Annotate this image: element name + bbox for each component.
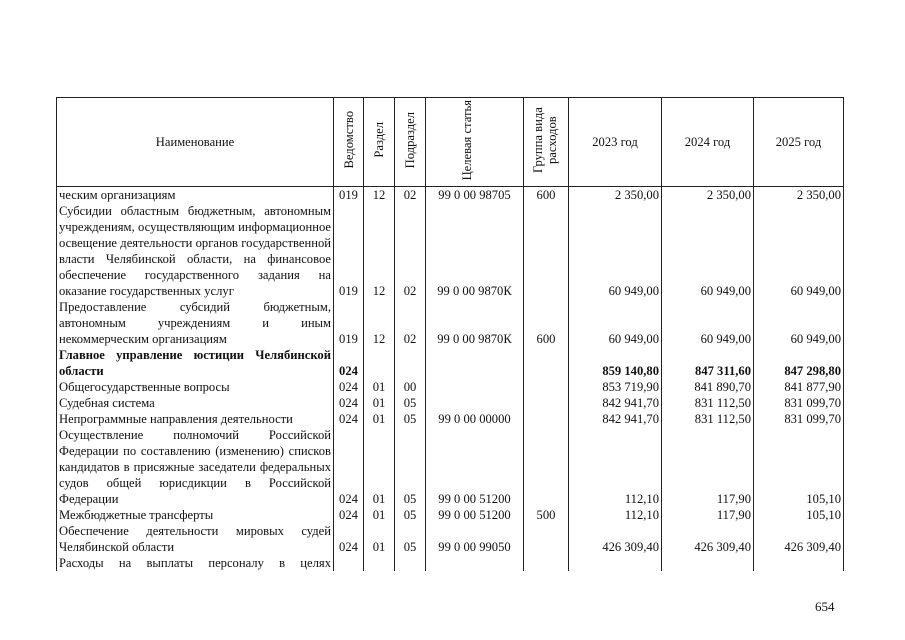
cell-sub — [395, 347, 426, 379]
cell-v2023: 426 309,40 — [569, 523, 662, 555]
cell-v2024: 847 311,60 — [662, 347, 754, 379]
cell-name: ческим организациям — [57, 187, 334, 204]
cell-sec — [364, 347, 395, 379]
page-number: 654 — [815, 599, 835, 614]
cell-v2023: 2 350,00 — [569, 187, 662, 204]
table-row — [57, 299, 844, 347]
cell-grp — [524, 411, 569, 427]
cell-target: 99 0 00 51200 — [426, 427, 524, 507]
cell-v2023: 112,10 — [569, 427, 662, 507]
cell-v2023: 60 949,00 — [569, 203, 662, 299]
cell-v2025: 105,10 — [754, 507, 844, 523]
cell-sec: 01 — [364, 523, 395, 555]
cell-name: Расходы на выплаты персоналу в целях — [57, 555, 334, 571]
cell-sub — [395, 555, 426, 571]
header-name: Наименование — [57, 98, 334, 187]
cell-grp: 500 — [524, 507, 569, 523]
cell-name: Межбюджетные трансферты — [57, 507, 334, 523]
table-header-row — [57, 98, 844, 187]
cell-dept: 019 — [334, 203, 364, 299]
cell-v2023: 853 719,90 — [569, 379, 662, 395]
cell-v2023: 859 140,80 — [569, 347, 662, 379]
cell-v2025 — [754, 555, 844, 571]
table-row — [57, 347, 844, 379]
cell-sec: 01 — [364, 427, 395, 507]
cell-v2024: 2 350,00 — [662, 187, 754, 204]
header-2023: 2023 год — [569, 98, 662, 187]
cell-v2025: 847 298,80 — [754, 347, 844, 379]
cell-sub: 05 — [395, 427, 426, 507]
table-row — [57, 411, 844, 427]
cell-v2024: 60 949,00 — [662, 203, 754, 299]
cell-target: 99 0 00 9870К — [426, 299, 524, 347]
cell-v2024: 831 112,50 — [662, 411, 754, 427]
budget-table — [56, 97, 844, 571]
cell-target: 99 0 00 51200 — [426, 507, 524, 523]
cell-target: 99 0 00 00000 — [426, 411, 524, 427]
cell-name: Главное управление юстиции Челябинской области — [57, 347, 334, 379]
table-row — [57, 523, 844, 555]
cell-sec — [364, 555, 395, 571]
cell-dept: 024 — [334, 379, 364, 395]
cell-v2025: 105,10 — [754, 427, 844, 507]
cell-grp — [524, 523, 569, 555]
cell-name: Судебная система — [57, 395, 334, 411]
table-row — [57, 187, 844, 204]
cell-v2023: 60 949,00 — [569, 299, 662, 347]
cell-v2025: 831 099,70 — [754, 411, 844, 427]
cell-v2025: 426 309,40 — [754, 523, 844, 555]
cell-grp — [524, 427, 569, 507]
cell-name: Непрограммные направления деятельности — [57, 411, 334, 427]
cell-target — [426, 555, 524, 571]
header-subsection: Подраздел — [395, 98, 426, 187]
cell-grp: 600 — [524, 187, 569, 204]
cell-target: 99 0 00 99050 — [426, 523, 524, 555]
cell-name: Общегосударственные вопросы — [57, 379, 334, 395]
cell-name: Субсидии областным бюджетным, автономным учреждениям, осуществляющим информационное освещение деятельности органов государственной власти Челябинской области, на финансовое обеспечение государственного задания на оказание государственных услуг — [57, 203, 334, 299]
cell-v2024: 831 112,50 — [662, 395, 754, 411]
cell-v2024: 117,90 — [662, 507, 754, 523]
cell-dept: 024 — [334, 427, 364, 507]
cell-grp — [524, 555, 569, 571]
cell-v2025: 60 949,00 — [754, 203, 844, 299]
cell-v2024 — [662, 555, 754, 571]
cell-v2024: 841 890,70 — [662, 379, 754, 395]
table-row — [57, 427, 844, 507]
cell-dept: 019 — [334, 299, 364, 347]
table-body — [57, 187, 844, 572]
cell-target — [426, 379, 524, 395]
cell-v2025: 841 877,90 — [754, 379, 844, 395]
cell-v2023: 842 941,70 — [569, 395, 662, 411]
table-row — [57, 555, 844, 571]
cell-dept: 024 — [334, 523, 364, 555]
cell-sub: 05 — [395, 507, 426, 523]
cell-v2025: 60 949,00 — [754, 299, 844, 347]
cell-target — [426, 347, 524, 379]
cell-grp — [524, 395, 569, 411]
header-exp-group: Группа вида расходов — [524, 98, 569, 187]
cell-v2024: 117,90 — [662, 427, 754, 507]
cell-v2025: 2 350,00 — [754, 187, 844, 204]
cell-v2023: 842 941,70 — [569, 411, 662, 427]
table-row — [57, 507, 844, 523]
cell-sub: 00 — [395, 379, 426, 395]
cell-sec: 12 — [364, 203, 395, 299]
cell-name: Предоставление субсидий бюджетным, автономным учреждениям и иным некоммерческим организациям — [57, 299, 334, 347]
cell-grp — [524, 347, 569, 379]
cell-grp — [524, 203, 569, 299]
cell-v2023: 112,10 — [569, 507, 662, 523]
cell-sub: 05 — [395, 395, 426, 411]
header-2025: 2025 год — [754, 98, 844, 187]
cell-sec: 01 — [364, 507, 395, 523]
cell-target: 99 0 00 9870К — [426, 203, 524, 299]
cell-v2024: 60 949,00 — [662, 299, 754, 347]
cell-dept: 024 — [334, 347, 364, 379]
cell-grp: 600 — [524, 299, 569, 347]
cell-v2024: 426 309,40 — [662, 523, 754, 555]
cell-dept: 024 — [334, 507, 364, 523]
cell-v2023 — [569, 555, 662, 571]
cell-target: 99 0 00 98705 — [426, 187, 524, 204]
table-row — [57, 395, 844, 411]
cell-v2025: 831 099,70 — [754, 395, 844, 411]
table-row — [57, 203, 844, 299]
table-row — [57, 379, 844, 395]
cell-sub: 02 — [395, 187, 426, 204]
cell-target — [426, 395, 524, 411]
cell-sub: 05 — [395, 411, 426, 427]
cell-dept: 019 — [334, 187, 364, 204]
cell-sec: 12 — [364, 299, 395, 347]
cell-sec: 01 — [364, 395, 395, 411]
cell-dept — [334, 555, 364, 571]
cell-dept: 024 — [334, 411, 364, 427]
header-target: Целевая статья — [426, 98, 524, 187]
header-2024: 2024 год — [662, 98, 754, 187]
cell-sub: 05 — [395, 523, 426, 555]
cell-sub: 02 — [395, 203, 426, 299]
cell-dept: 024 — [334, 395, 364, 411]
header-dept: Ведомство — [334, 98, 364, 187]
cell-sec: 01 — [364, 411, 395, 427]
header-section: Раздел — [364, 98, 395, 187]
cell-sub: 02 — [395, 299, 426, 347]
cell-grp — [524, 379, 569, 395]
cell-name: Обеспечение деятельности мировых судей Челябинской области — [57, 523, 334, 555]
cell-sec: 12 — [364, 187, 395, 204]
cell-sec: 01 — [364, 379, 395, 395]
cell-name: Осуществление полномочий Российской Федерации по составлению (изменению) списков кандидатов в присяжные заседатели федеральных судов общей юрисдикции в Российской Федерации — [57, 427, 334, 507]
